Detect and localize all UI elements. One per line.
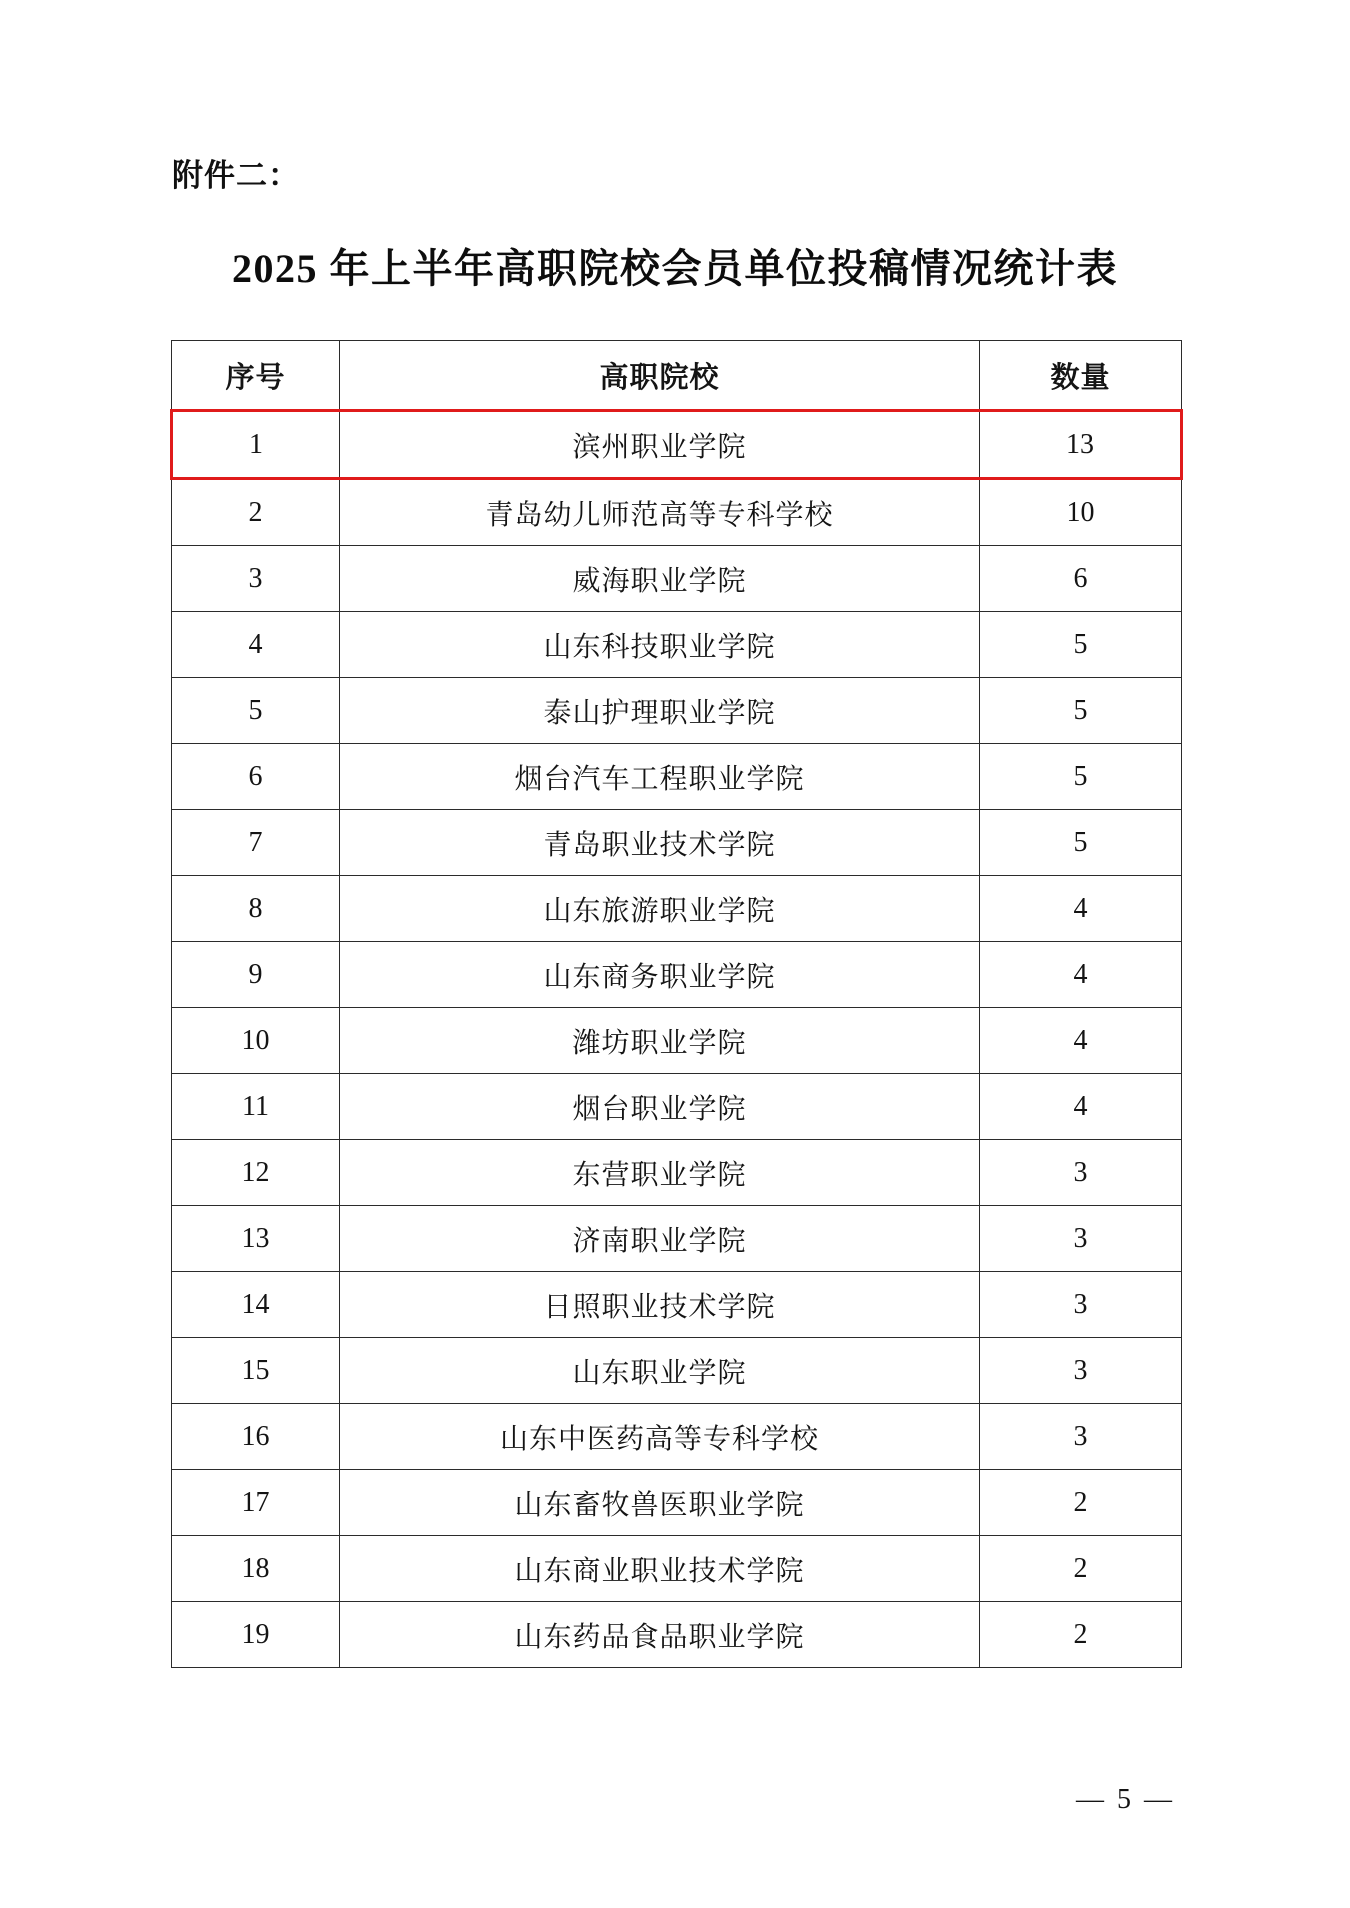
cell-index: 7 — [172, 810, 340, 876]
cell-count: 3 — [980, 1404, 1182, 1470]
cell-school: 滨州职业学院 — [340, 411, 980, 479]
cell-index: 10 — [172, 1008, 340, 1074]
cell-school: 青岛幼儿师范高等专科学校 — [340, 479, 980, 546]
table-row — [172, 1074, 1182, 1140]
cell-index: 13 — [172, 1206, 340, 1272]
cell-index: 8 — [172, 876, 340, 942]
cell-index: 16 — [172, 1404, 340, 1470]
table-row — [172, 1206, 1182, 1272]
cell-index: 12 — [172, 1140, 340, 1206]
cell-count: 3 — [980, 1338, 1182, 1404]
cell-count: 3 — [980, 1206, 1182, 1272]
cell-school: 山东职业学院 — [340, 1338, 980, 1404]
cell-school: 山东畜牧兽医职业学院 — [340, 1470, 980, 1536]
table-row — [172, 1404, 1182, 1470]
cell-count: 3 — [980, 1272, 1182, 1338]
cell-index: 2 — [172, 479, 340, 546]
cell-school: 烟台汽车工程职业学院 — [340, 744, 980, 810]
cell-count: 5 — [980, 744, 1182, 810]
table-row — [172, 1272, 1182, 1338]
table-header-row — [172, 341, 1182, 411]
cell-school: 威海职业学院 — [340, 546, 980, 612]
cell-count: 3 — [980, 1140, 1182, 1206]
cell-index: 4 — [172, 612, 340, 678]
cell-index: 17 — [172, 1470, 340, 1536]
attachment-label: 附件二： — [172, 158, 300, 193]
cell-count: 6 — [980, 546, 1182, 612]
table-row — [172, 479, 1182, 546]
column-header-school: 高职院校 — [340, 341, 980, 411]
cell-count: 13 — [980, 411, 1182, 479]
cell-index: 6 — [172, 744, 340, 810]
page-number: — 5 — — [1076, 1784, 1175, 1815]
cell-school: 山东商业职业技术学院 — [340, 1536, 980, 1602]
table-header — [172, 341, 1182, 411]
cell-count: 4 — [980, 876, 1182, 942]
table-row — [172, 1470, 1182, 1536]
cell-school: 泰山护理职业学院 — [340, 678, 980, 744]
cell-count: 5 — [980, 612, 1182, 678]
cell-school: 济南职业学院 — [340, 1206, 980, 1272]
cell-school: 山东科技职业学院 — [340, 612, 980, 678]
table-row — [172, 810, 1182, 876]
table-row — [172, 1338, 1182, 1404]
cell-index: 18 — [172, 1536, 340, 1602]
cell-school: 山东中医药高等专科学校 — [340, 1404, 980, 1470]
column-header-count: 数量 — [980, 341, 1182, 411]
cell-index: 5 — [172, 678, 340, 744]
cell-school: 山东旅游职业学院 — [340, 876, 980, 942]
cell-index: 3 — [172, 546, 340, 612]
column-header-index: 序号 — [172, 341, 340, 411]
cell-count: 5 — [980, 810, 1182, 876]
cell-index: 11 — [172, 1074, 340, 1140]
cell-school: 山东商务职业学院 — [340, 942, 980, 1008]
cell-index: 9 — [172, 942, 340, 1008]
cell-index: 1 — [172, 411, 340, 479]
table-row — [172, 744, 1182, 810]
cell-school: 潍坊职业学院 — [340, 1008, 980, 1074]
table-body — [172, 411, 1182, 1668]
table-row — [172, 1536, 1182, 1602]
cell-school: 日照职业技术学院 — [340, 1272, 980, 1338]
cell-index: 19 — [172, 1602, 340, 1668]
table-row — [172, 411, 1182, 479]
page-title: 2025 年上半年高职院校会员单位投稿情况统计表 — [232, 246, 1118, 291]
cell-count: 2 — [980, 1470, 1182, 1536]
table-row — [172, 1140, 1182, 1206]
cell-school: 烟台职业学院 — [340, 1074, 980, 1140]
cell-index: 14 — [172, 1272, 340, 1338]
cell-count: 4 — [980, 1074, 1182, 1140]
table-row — [172, 546, 1182, 612]
cell-school: 东营职业学院 — [340, 1140, 980, 1206]
cell-count: 2 — [980, 1536, 1182, 1602]
cell-count: 5 — [980, 678, 1182, 744]
cell-count: 4 — [980, 1008, 1182, 1074]
table-row — [172, 612, 1182, 678]
cell-count: 4 — [980, 942, 1182, 1008]
cell-school: 青岛职业技术学院 — [340, 810, 980, 876]
table-row — [172, 1602, 1182, 1668]
statistics-table — [170, 340, 1183, 1668]
cell-count: 10 — [980, 479, 1182, 546]
cell-index: 15 — [172, 1338, 340, 1404]
table-row — [172, 1008, 1182, 1074]
table-row — [172, 942, 1182, 1008]
table-row — [172, 678, 1182, 744]
cell-count: 2 — [980, 1602, 1182, 1668]
cell-school: 山东药品食品职业学院 — [340, 1602, 980, 1668]
table-row — [172, 876, 1182, 942]
